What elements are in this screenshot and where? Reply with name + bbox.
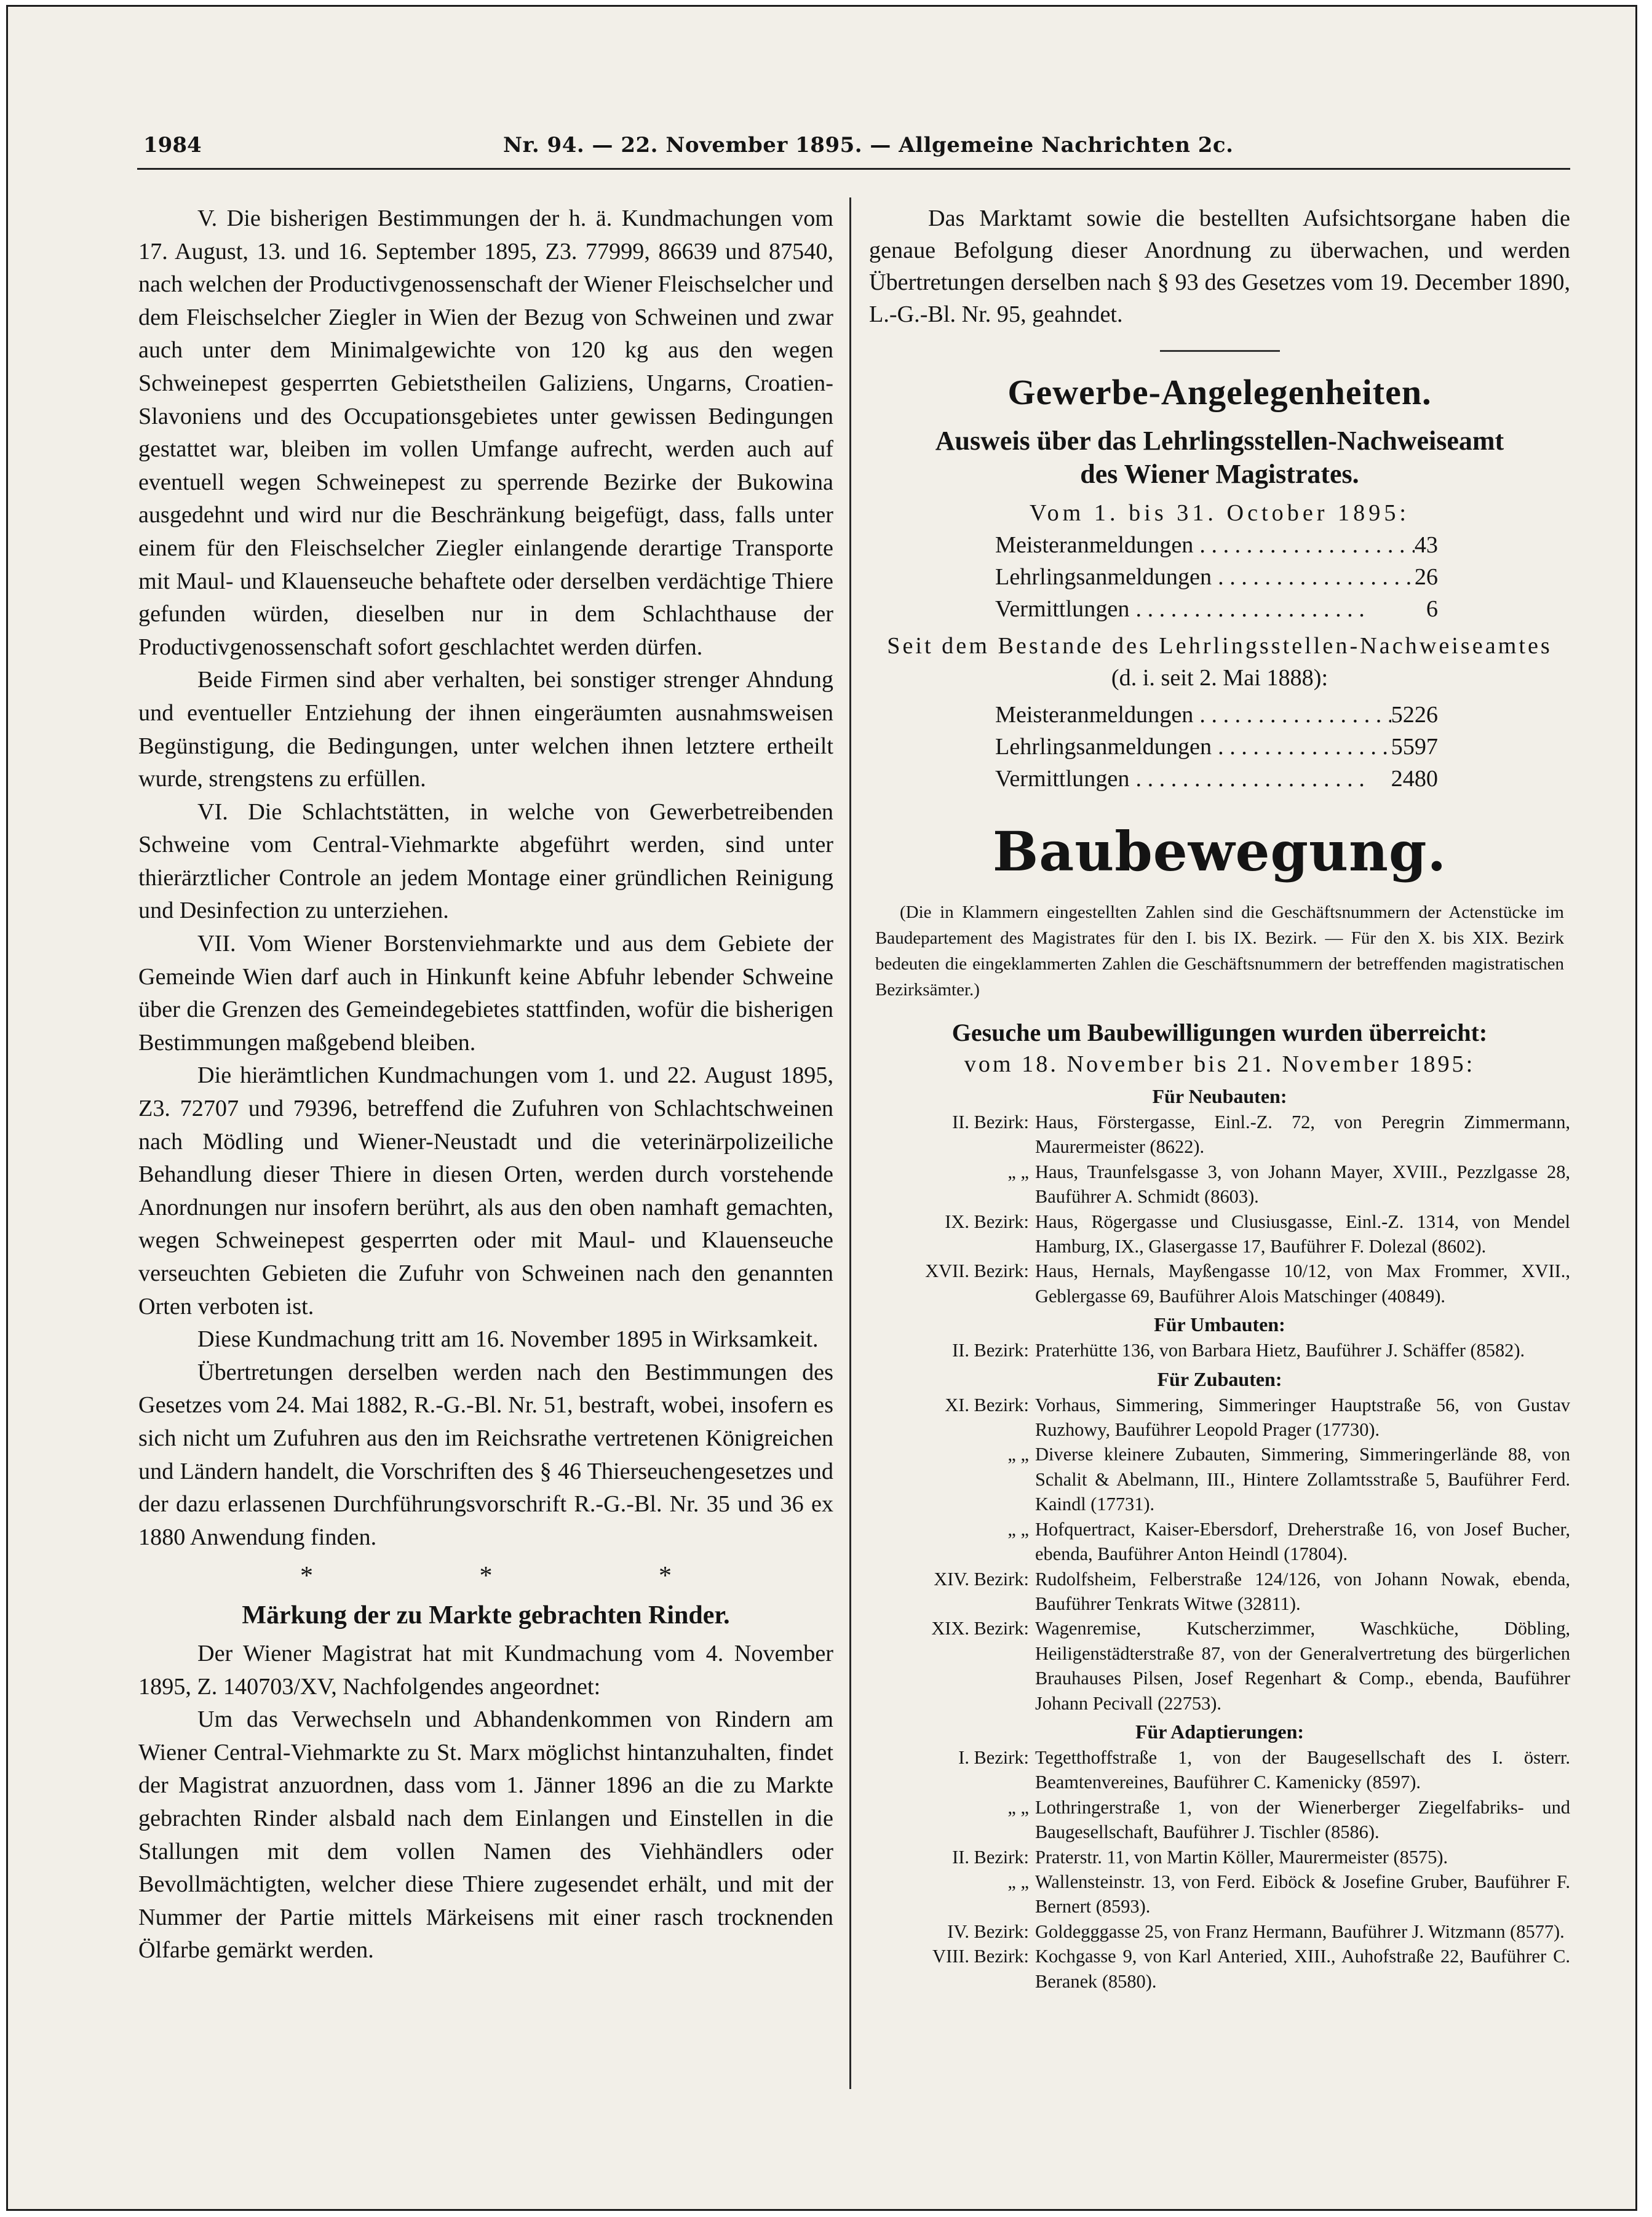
gesuche-period: vom 18. November bis 21. November 1895: — [964, 1051, 1475, 1077]
stat-value: 6 — [1426, 596, 1438, 622]
district-label: XVII. Bezirk: — [925, 1260, 1029, 1282]
entry-text: Wagenremise, Kutscherzimmer, Waschküche, Döbling, Heiligenstädterstraße 87, von der Generalvertretung des bürgerlichen Brauhauses Pilsen, Josef Regenhart & Comp., ebenda, Bauführer Johann Pecivall (22753). — [1035, 1618, 1570, 1714]
period-since-1888: Seit dem Bestande des Lehrlingsstellen-Nachweiseamtes — [887, 633, 1552, 659]
paragraph-beide: Beide Firmen sind aber verhalten, bei sonstiger strenger Ahndung und eventueller Entziehung der ihnen eingeräumten ausnahmsweisen Begünstigung, die Bedingungen, unter welchen ihnen letztere ertheilt wurde, strengstens zu erfüllen. — [138, 667, 833, 792]
district-label: II. Bezirk: — [952, 1846, 1029, 1868]
entry-text: Tegetthoffstraße 1, von der Baugesellschaft des I. österr. Beamtenvereines, Bauführer C. Kamenicky (8597). — [1035, 1746, 1570, 1793]
list-item — [869, 1944, 1570, 1994]
column-divider — [849, 197, 851, 2089]
entry-text: Wallensteinstr. 13, von Ferd. Eiböck & Josefine Gruber, Bauführer F. Bernert (8593). — [1035, 1871, 1570, 1917]
right-column — [869, 202, 1570, 1994]
section-rule — [1160, 350, 1280, 352]
district-label: „ „ — [1007, 1871, 1029, 1892]
district-label: I. Bezirk: — [958, 1746, 1029, 1768]
heading-ausweis-line1: Ausweis über das Lehrlingsstellen-Nachweiseamt — [935, 426, 1504, 456]
entry-text: Rudolfsheim, Felberstraße 124/126, von Johann Nowak, ebenda, Bauführer Tenkrats Witwe (32811). — [1035, 1568, 1570, 1614]
stat-row — [995, 529, 1438, 561]
page-number: 1984 — [143, 133, 202, 157]
page-header — [137, 127, 1234, 164]
entry-text: Praterhütte 136, von Barbara Hietz, Bauführer J. Schäffer (8582). — [1035, 1340, 1525, 1361]
stat-label: Lehrlingsanmeldungen — [995, 564, 1212, 590]
entry-text: Diverse kleinere Zubauten, Simmering, Simmeringerlände 88, von Schalit & Abelmann, III., Hintere Zollamtsstraße 5, Bauführer Ferd. Kaindl (17731). — [1035, 1444, 1570, 1515]
district-label: XI. Bezirk: — [945, 1394, 1029, 1415]
district-label: „ „ — [1007, 1518, 1029, 1540]
paragraph-magistrat: Der Wiener Magistrat hat mit Kundmachung vom 4. November 1895, Z. 140703/XV, Nachfolgendes angeordnet: — [138, 1640, 833, 1700]
paragraph-uebertretungen: Übertretungen derselben werden nach den Bestimmungen des Gesetzes vom 24. Mai 1882, R.-G.-Bl. Nr. 51, bestraft, wobei, insofern es sich nicht um Zufuhren aus den im Reichsrathe vertretenen Königreichen und Ländern handelt, die Vorschriften des § 46 Thierseuchengesetzes und der dazu erlassenen Durchführungsvorschrift R.-G.-Bl. Nr. 35 und 36 ex 1880 Anwendung finden. — [138, 1359, 833, 1550]
entry-text: Haus, Förstergasse, Einl.-Z. 72, von Peregrin Zimmermann, Maurermeister (8622). — [1035, 1112, 1570, 1158]
stat-label: Vermittlungen — [995, 596, 1130, 622]
entry-text: Haus, Hernals, Mayßengasse 10/12, von Max Frommer, XVII., Geblergasse 69, Bauführer Alois Matschinger (40849). — [1035, 1260, 1570, 1307]
entry-text: Praterstr. 11, von Martin Köller, Maurermeister (8575). — [1035, 1846, 1448, 1868]
entry-text: Haus, Traunfelsgasse 3, von Johann Mayer, XVIII., Pezzlgasse 28, Bauführer A. Schmidt (8603). — [1035, 1161, 1570, 1208]
section-title-adaptierungen: Für Adaptierungen: — [1135, 1720, 1305, 1743]
stat-row — [995, 561, 1438, 593]
list-item — [869, 1919, 1570, 1944]
list-item — [869, 1845, 1570, 1869]
stat-value: 43 — [1414, 532, 1438, 558]
heading-gewerbe: Gewerbe-Angelegenheiten. — [1007, 372, 1432, 412]
district-label: IV. Bezirk: — [947, 1920, 1029, 1942]
stat-row — [995, 699, 1438, 731]
entry-text: Kochgasse 9, von Karl Anteried, XIII., Auhofstraße 22, Bauführer C. Beranek (8580). — [1035, 1946, 1570, 1992]
paragraph-vi: VI. Die Schlachtstätten, in welche von Gewerbetreibenden Schweine vom Central-Viehmarkte abgeführt werden, sind unter thierärztlicher Controle an jedem Montage einer gründlichen Reinigung und Desinfection zu unterziehen. — [138, 798, 833, 924]
running-title: Nr. 94. — 22. November 1895. — Allgemeine Nachrichten 2c. — [503, 133, 1234, 157]
newspaper-page — [6, 5, 1637, 2211]
stat-row — [995, 731, 1438, 763]
stat-label: Vermittlungen — [995, 766, 1130, 792]
paragraph-kundmachungen: Die hierämtlichen Kundmachungen vom 1. und 22. August 1895, Z3. 72707 und 79396, betreffend die Zufuhren von Schlachtschweinen nach Mödling und Wiener-Neustadt und die veterinärpolizeiliche Behandlung dieser Thiere in diesen Orten, werden durch vorstehende Anordnungen nur insofern berührt, als aus den oben namhaft gemachten, wegen Schweinepest gesperrten oder mit Maul- und Klauenseuche verseuchten Gebieten die Zufuhr von Schweinen nach den genannten Orten verboten ist. — [138, 1062, 833, 1319]
stat-row — [995, 763, 1438, 795]
paragraph-v: V. Die bisherigen Bestimmungen der h. ä. Kundmachungen vom 17. August, 13. und 16. September 1895, Z3. 77999, 86639 und 87540, nach welchen der Productivgenossenschaft der Wiener Fleischselcher und dem Fleischselcher Ziegler in Wien der Bezug von Schweinen und zwar auch unter dem Minimalgewichte von 120 kg aus den wegen Schweinepest gesperrten Gebietstheilen Galiziens, Ungarns, Croatien-Slavoniens und des Occupationsgebietes unter gewissen Bedingungen gestattet war, bleiben im vollen Umfange aufrecht, werden auch auf eventuell wegen Schweinepest zu sperrende Bezirke der Bukowina ausgedehnt und wird nur die Beschränkung beigefügt, dass, falls unter einem für den Fleischselcher Ziegler einlangende derartige Transporte mit Maul- und Klauenseuche behaftete oder derselben verdächtige Thiere gefunden würden, dieselben nur in dem Schlachthause der Productivgenossenschaft sofort geschlachtet werden dürfen. — [138, 205, 833, 660]
entry-text: Goldegggasse 25, von Franz Hermann, Bauführer J. Witzmann (8577). — [1035, 1920, 1565, 1942]
district-label: XIV. Bezirk: — [934, 1568, 1029, 1590]
entry-text: Hofquertract, Kaiser-Ebersdorf, Dreherstraße 16, von Josef Bucher, ebenda, Bauführer Anton Heindl (17804). — [1035, 1518, 1570, 1565]
list-item — [869, 1869, 1570, 1919]
list-item — [869, 1393, 1570, 1443]
list-item — [869, 1338, 1570, 1363]
list-item — [869, 1259, 1570, 1308]
district-label: „ „ — [1007, 1444, 1029, 1465]
section-title-zubauten: Für Zubauten: — [1157, 1367, 1282, 1390]
paragraph-wirksamkeit: Diese Kundmachung tritt am 16. November 1895 in Wirksamkeit. — [197, 1326, 819, 1353]
entry-text: Vorhaus, Simmering, Simmeringer Hauptstraße 56, von Gustav Ruzhowy, Bauführer Leopold Prager (17730). — [1035, 1394, 1570, 1441]
district-label: II. Bezirk: — [952, 1112, 1029, 1132]
list-item — [869, 1795, 1570, 1845]
section-title-neubauten: Für Neubauten: — [1152, 1085, 1287, 1107]
paragraph-marktamt: Das Marktamt sowie die bestellten Aufsichtsorgane haben die genaue Befolgung dieser Anordnung zu überwachen, und werden Übertretungen derselben nach § 93 des Gesetzes vom 19. December 1890, L.-G.-Bl. Nr. 95, geahndet. — [869, 205, 1570, 327]
entry-text: Haus, Rögergasse und Clusiusgasse, Einl.-Z. 1314, von Mendel Hamburg, IX., Glasergasse 17, Bauführer F. Dolezal (8602). — [1035, 1211, 1570, 1257]
stat-row — [995, 593, 1438, 625]
stats-october — [869, 529, 1570, 625]
stat-value: 5226 — [1391, 702, 1438, 728]
district-label: „ „ — [1007, 1161, 1029, 1182]
stat-label: Meisteranmeldungen — [995, 532, 1194, 558]
section-stars: * * * — [300, 1562, 752, 1591]
list-item — [869, 1616, 1570, 1716]
heading-baubewegung: Baubewegung. — [992, 819, 1447, 883]
baubewegung-note: (Die in Klammern eingestellten Zahlen sind die Geschäftsnummern der Actenstücke im Baudepartement des Magistrates für den I. bis IX. Bezirk. — Für den X. bis XIX. Bezirk bedeuten die eingeklammerten Zahlen die Geschäftsnummern der betreffenden magistratischen Bezirksämter.) — [875, 902, 1564, 1000]
stats-total — [869, 699, 1570, 795]
list-item — [869, 1517, 1570, 1567]
heading-ausweis-line2: des Wiener Magistrates. — [1080, 459, 1359, 489]
heading-gesuche: Gesuche um Baubewilligungen wurden überreicht: — [951, 1019, 1488, 1046]
stat-value: 5597 — [1391, 734, 1438, 760]
baubewilligungen-list — [869, 1083, 1570, 1994]
entry-text: Lothringerstraße 1, von der Wienerberger Ziegelfabriks- und Baugesellschaft, Bauführer J. Tischler (8586). — [1035, 1796, 1570, 1843]
stat-label: Meisteranmeldungen — [995, 702, 1194, 728]
stat-value: 26 — [1414, 564, 1438, 590]
list-item — [869, 1567, 1570, 1617]
list-item — [869, 1110, 1570, 1160]
district-label: VIII. Bezirk: — [932, 1946, 1029, 1967]
period-october: Vom 1. bis 31. October 1895: — [1029, 500, 1410, 526]
stat-value: 2480 — [1391, 766, 1438, 792]
list-item — [869, 1442, 1570, 1516]
district-label: IX. Bezirk: — [945, 1211, 1029, 1232]
left-column — [138, 202, 833, 1967]
district-label: II. Bezirk: — [952, 1340, 1029, 1361]
district-label: „ „ — [1007, 1796, 1029, 1818]
list-item — [869, 1160, 1570, 1209]
list-item — [869, 1209, 1570, 1259]
paragraph-rinder: Um das Verwechseln und Abhandenkommen von Rindern am Wiener Central-Viehmarkte zu St. Marx möglichst hintanzuhalten, findet der Magistrat anzuordnen, dass vom 1. Jänner 1896 an die zu Markte gebrachten Rinder alsbald nach dem Einlangen und Einstellen in die Stallungen mit dem vollen Namen des Viehhändlers oder Bevollmächtigten, welcher diese Thiere zugesendet erhält, und mit der Nummer der Partie mittels Märkeisens mit einer rasch trocknenden Ölfarbe gemärkt werden. — [138, 1706, 833, 1964]
section-title-umbauten: Für Umbauten: — [1154, 1313, 1285, 1336]
section-heading-maerkung: Märkung der zu Markte gebrachten Rinder. — [242, 1601, 730, 1630]
period-since-1888-note: (d. i. seit 2. Mai 1888): — [1111, 665, 1328, 691]
header-rule — [137, 168, 1570, 170]
stat-label: Lehrlingsanmeldungen — [995, 734, 1212, 760]
list-item — [869, 1745, 1570, 1795]
paragraph-vii: VII. Vom Wiener Borstenviehmarkte und aus dem Gebiete der Gemeinde Wien darf auch in Hinkunft keine Abfuhr lebender Schweine über die Grenzen des Gemeindegebietes stattfinden, wofür die bisherigen Bestimmungen maßgebend bleiben. — [138, 931, 833, 1056]
district-label: XIX. Bezirk: — [931, 1618, 1029, 1639]
